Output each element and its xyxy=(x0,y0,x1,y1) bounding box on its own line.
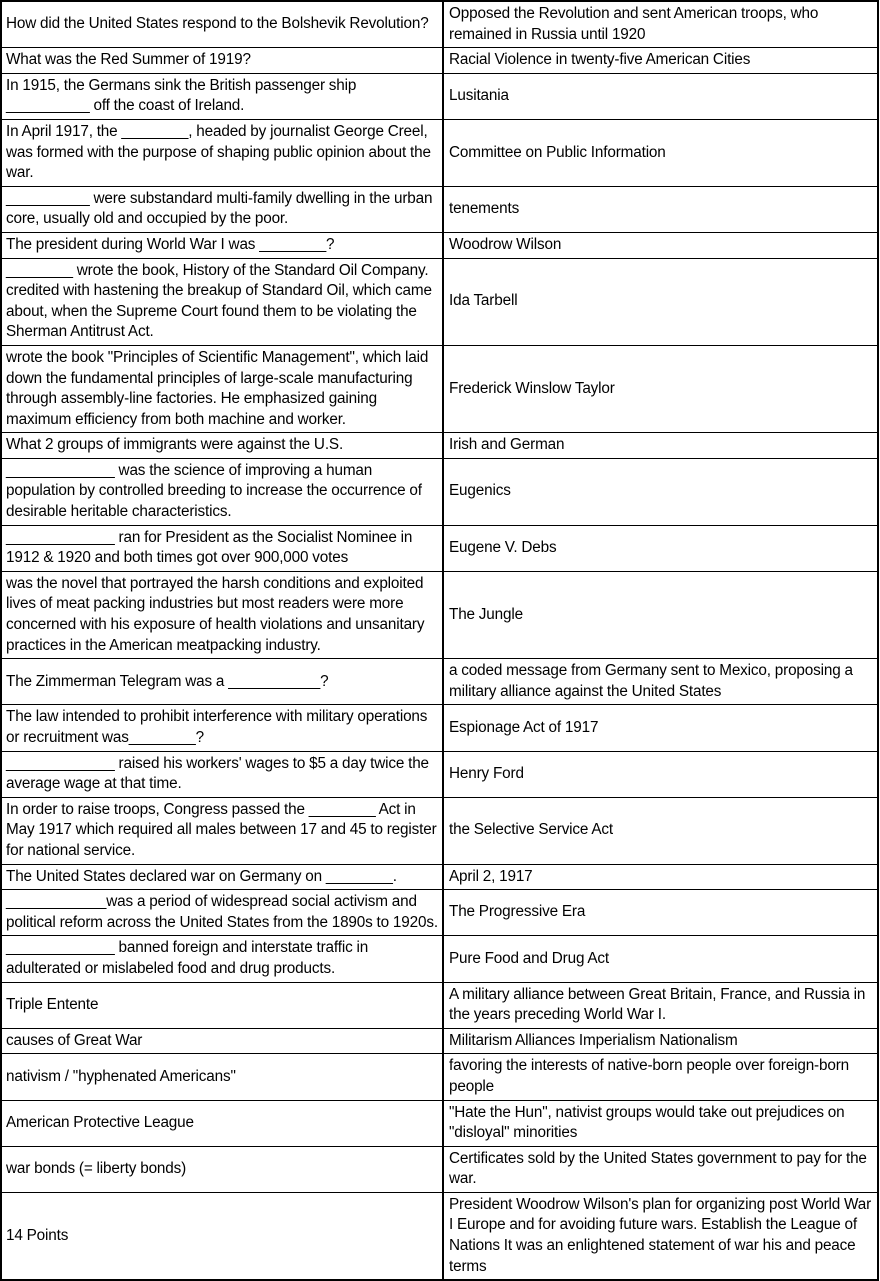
definition-text: Committee on Public Information xyxy=(449,143,666,161)
term-cell xyxy=(1,433,443,459)
definition-text: Eugene V. Debs xyxy=(449,538,557,556)
definition-cell xyxy=(443,705,878,751)
term-text: The president during World War I was ________? xyxy=(6,235,335,253)
table-row xyxy=(1,751,878,797)
table-row xyxy=(1,797,878,864)
term-text: causes of Great War xyxy=(6,1031,143,1049)
definition-text: Racial Violence in twenty-five American Cities xyxy=(449,51,751,69)
definition-text: tenements xyxy=(449,200,520,218)
definition-text: the Selective Service Act xyxy=(449,821,613,839)
table-row xyxy=(1,1054,878,1100)
definition-cell xyxy=(443,571,878,658)
table-row xyxy=(1,864,878,890)
definition-cell xyxy=(443,1146,878,1192)
definition-cell xyxy=(443,119,878,186)
term-cell xyxy=(1,1146,443,1192)
definition-cell xyxy=(443,73,878,119)
term-cell xyxy=(1,705,443,751)
term-text: The law intended to prohibit interference with military operations or recruitment was________? xyxy=(6,708,432,746)
definition-text: Irish and German xyxy=(449,436,565,454)
table-row xyxy=(1,525,878,571)
term-cell xyxy=(1,232,443,258)
term-cell xyxy=(1,258,443,345)
definition-text: The Jungle xyxy=(449,605,523,623)
term-cell xyxy=(1,751,443,797)
term-text: was the novel that portrayed the harsh conditions and exploited lives of meat packing industries but most readers were more concerned with his exposure of health violations and unsanitary practices in the American meatpacking industry. xyxy=(6,574,429,654)
term-cell xyxy=(1,48,443,74)
term-text: _____________ was the science of improving a human population by controlled breeding to increase the occurrence of desirable heritable characteristics. xyxy=(6,461,426,521)
definition-text: a coded message from Germany sent to Mexico, proposing a military alliance against the United States xyxy=(449,662,857,700)
term-cell xyxy=(1,982,443,1028)
definition-cell xyxy=(443,525,878,571)
definition-cell xyxy=(443,433,878,459)
definition-cell xyxy=(443,936,878,982)
term-text: ____________was a period of widespread social activism and political reform across the United States from the 1890s to 1920s. xyxy=(6,893,438,931)
term-cell xyxy=(1,659,443,705)
definition-cell xyxy=(443,864,878,890)
definition-text: April 2, 1917 xyxy=(449,867,533,885)
definition-cell xyxy=(443,1028,878,1054)
term-text: __________ were substandard multi-family dwelling in the urban core, usually old and occupied by the poor. xyxy=(6,189,437,228)
definition-cell xyxy=(443,1100,878,1146)
term-cell xyxy=(1,1028,443,1054)
table-row xyxy=(1,258,878,345)
definition-cell xyxy=(443,458,878,525)
definition-cell xyxy=(443,1192,878,1280)
definition-text: Pure Food and Drug Act xyxy=(449,949,610,967)
term-text: What was the Red Summer of 1919? xyxy=(6,51,251,69)
term-text: What 2 groups of immigrants were against the U.S. xyxy=(6,436,344,454)
table-row xyxy=(1,936,878,982)
term-text: nativism / "hyphenated Americans" xyxy=(6,1067,236,1085)
definition-text: A military alliance between Great Britain, France, and Russia in the years preceding World War I. xyxy=(449,985,870,1024)
table-row xyxy=(1,890,878,936)
term-text: 14 Points xyxy=(6,1226,69,1244)
definition-cell xyxy=(443,258,878,345)
definition-cell xyxy=(443,1,878,48)
term-cell xyxy=(1,1,443,48)
table-body xyxy=(1,1,878,1280)
definition-text: Opposed the Revolution and sent American troops, who remained in Russia until 1920 xyxy=(449,5,823,43)
table-row xyxy=(1,1146,878,1192)
term-text: _____________ banned foreign and interstate traffic in adulterated or mislabeled food and drug products. xyxy=(6,939,372,977)
term-text: American Protective League xyxy=(6,1113,194,1131)
table-row xyxy=(1,571,878,658)
term-cell xyxy=(1,936,443,982)
term-cell xyxy=(1,797,443,864)
definition-text: Espionage Act of 1917 xyxy=(449,718,599,736)
definition-cell xyxy=(443,1054,878,1100)
definition-text: Militarism Alliances Imperialism Nationalism xyxy=(449,1031,738,1049)
term-cell xyxy=(1,73,443,119)
table-row xyxy=(1,705,878,751)
definition-text: The Progressive Era xyxy=(449,903,586,921)
definition-cell xyxy=(443,890,878,936)
definition-text: Certificates sold by the United States government to pay for the war. xyxy=(449,1149,871,1188)
definition-cell xyxy=(443,345,878,432)
definition-text: Henry Ford xyxy=(449,764,524,782)
definition-text: "Hate the Hun", nativist groups would take out prejudices on "disloyal" minorities xyxy=(449,1103,849,1142)
term-cell xyxy=(1,1192,443,1280)
table-row xyxy=(1,1192,878,1280)
table-row xyxy=(1,659,878,705)
table-row xyxy=(1,1100,878,1146)
term-cell xyxy=(1,864,443,890)
definition-cell xyxy=(443,186,878,232)
term-text: How did the United States respond to the Bolshevik Revolution? xyxy=(6,15,429,33)
table-row xyxy=(1,73,878,119)
term-text: In order to raise troops, Congress passed the ________ Act in May 1917 which required all males between 17 and 45 to register for national service. xyxy=(6,800,441,859)
term-cell xyxy=(1,345,443,432)
term-cell xyxy=(1,458,443,525)
term-cell xyxy=(1,571,443,658)
term-text: In April 1917, the ________, headed by journalist George Creel, was formed with the purpose of shaping public opinion about the war. xyxy=(6,122,435,182)
term-text: war bonds (= liberty bonds) xyxy=(6,1159,187,1177)
table-row xyxy=(1,48,878,74)
term-cell xyxy=(1,186,443,232)
table-row xyxy=(1,433,878,459)
table-row xyxy=(1,232,878,258)
definition-text: Frederick Winslow Taylor xyxy=(449,379,615,397)
table-row xyxy=(1,345,878,432)
definition-cell xyxy=(443,232,878,258)
table-row xyxy=(1,186,878,232)
table-row xyxy=(1,982,878,1028)
definition-text: President Woodrow Wilson's plan for organizing post World War I Europe and for avoiding future wars. Establish the League of Nations It was an enlightened statement of war his and peace terms xyxy=(449,1195,875,1275)
term-text: ________ wrote the book, History of the Standard Oil Company. credited with hastening the breakup of Standard Oil, which came about, when the Supreme Court found them to be violating the Sherman Antitrust Act. xyxy=(6,261,436,341)
definition-cell xyxy=(443,48,878,74)
definition-cell xyxy=(443,751,878,797)
table-row xyxy=(1,119,878,186)
term-cell xyxy=(1,1054,443,1100)
definition-text: Woodrow Wilson xyxy=(449,235,562,253)
term-text: _____________ raised his workers' wages to $5 a day twice the average wage at that time. xyxy=(6,754,433,793)
table-row xyxy=(1,1028,878,1054)
definition-cell xyxy=(443,982,878,1028)
term-text: Triple Entente xyxy=(6,995,99,1013)
term-text: The Zimmerman Telegram was a ___________? xyxy=(6,672,329,690)
definition-text: favoring the interests of native-born people over foreign-born people xyxy=(449,1057,853,1095)
term-text: The United States declared war on Germany on ________. xyxy=(6,867,397,885)
definition-text: Ida Tarbell xyxy=(449,292,518,310)
definition-cell xyxy=(443,797,878,864)
table-row xyxy=(1,1,878,48)
definition-text: Eugenics xyxy=(449,482,511,500)
definition-cell xyxy=(443,659,878,705)
definition-text: Lusitania xyxy=(449,87,509,105)
term-text: In 1915, the Germans sink the British passenger ship __________ off the coast of Ireland. xyxy=(6,76,361,115)
term-cell xyxy=(1,890,443,936)
term-text: _____________ ran for President as the Socialist Nominee in 1912 & 1920 and both times got over 900,000 votes xyxy=(6,528,417,567)
term-text: wrote the book "Principles of Scientific Management", which laid down the fundamental principles of large-scale manufacturing through assembly-line factories. He emphasized gaining maximum efficiency from both machine and worker. xyxy=(6,348,433,428)
term-cell xyxy=(1,525,443,571)
table-row xyxy=(1,458,878,525)
term-cell xyxy=(1,119,443,186)
term-cell xyxy=(1,1100,443,1146)
